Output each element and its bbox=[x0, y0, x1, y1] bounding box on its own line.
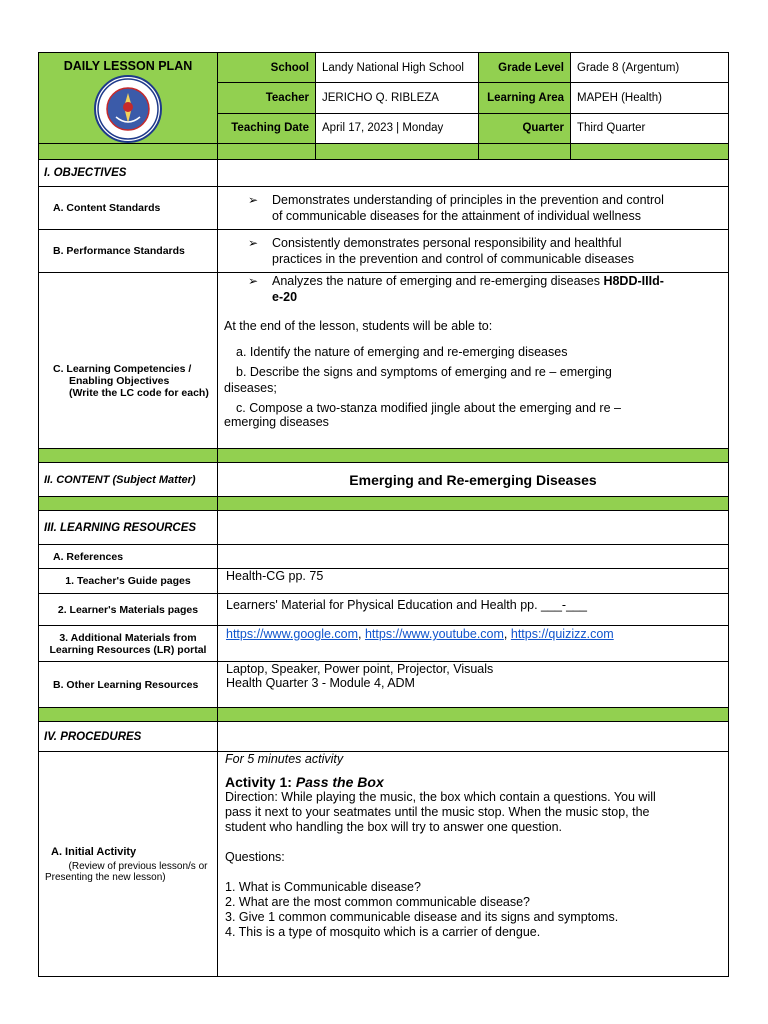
green-spacer-row bbox=[39, 144, 729, 160]
competencies-label: C. Learning Competencies / Enabling Objectives (Write the LC code for each) bbox=[39, 273, 218, 449]
objective-a: a. Identify the nature of emerging and re-emerging diseases bbox=[236, 345, 568, 359]
seal-icon bbox=[96, 77, 160, 141]
procedures-heading: IV. PROCEDURES bbox=[39, 722, 218, 752]
area-label: Learning Area bbox=[479, 83, 571, 113]
other-resources-value: Laptop, Speaker, Power point, Projector, Visuals Health Quarter 3 - Module 4, ADM bbox=[218, 662, 729, 708]
content-standards-label: A. Content Standards bbox=[39, 187, 218, 230]
learners-materials-label: 2. Learner's Materials pages bbox=[39, 594, 218, 626]
list-item: 4. This is a type of mosquito which is a carrier of dengue. bbox=[225, 925, 541, 939]
school-label: School bbox=[218, 53, 316, 83]
questions-label: Questions: bbox=[225, 850, 285, 864]
green-spacer-row bbox=[39, 497, 729, 511]
activity-duration: For 5 minutes activity bbox=[225, 752, 344, 766]
performance-standards-value: ➢ Consistently demonstrates personal responsibility and healthful practices in the prevention and control of communicable diseases bbox=[218, 230, 729, 273]
list-item: 3. Give 1 common communicable disease and its signs and symptoms. bbox=[225, 910, 619, 924]
youtube-link[interactable]: https://www.youtube.com bbox=[364, 627, 504, 641]
grade-value: Grade 8 (Argentum) bbox=[571, 53, 729, 83]
title-cell bbox=[39, 53, 218, 144]
quarter-value: Third Quarter bbox=[571, 113, 729, 143]
objectives-intro: At the end of the lesson, students will be able to: bbox=[224, 319, 493, 333]
area-value: MAPEH (Health) bbox=[571, 83, 729, 113]
teachers-guide-label: 1. Teacher's Guide pages bbox=[39, 569, 218, 594]
date-value: April 17, 2023 | Monday bbox=[316, 113, 479, 143]
arrow-bullet-icon: ➢ bbox=[248, 274, 259, 288]
objective-b: b. Describe the signs and symptoms of emerging and re – emerging bbox=[236, 365, 612, 379]
teacher-value: JERICHO Q. RIBLEZA bbox=[316, 83, 479, 113]
additional-materials-links: https://www.google.com, https://www.youtube.com, https://quizizz.com bbox=[218, 626, 729, 662]
grade-label: Grade Level bbox=[479, 53, 571, 83]
resources-heading: III. LEARNING RESOURCES bbox=[39, 511, 218, 545]
subject-matter: Emerging and Re-emerging Diseases bbox=[218, 463, 729, 497]
additional-materials-label: 3. Additional Materials from Learning Resources (LR) portal bbox=[39, 626, 218, 662]
objective-c: c. Compose a two-stanza modified jingle about the emerging and re – bbox=[236, 401, 621, 415]
lesson-plan bbox=[38, 52, 728, 977]
quizizz-link[interactable]: https://quizizz.com bbox=[510, 627, 614, 641]
performance-standards-label: B. Performance Standards bbox=[39, 230, 218, 273]
arrow-bullet-icon: ➢ bbox=[248, 193, 259, 207]
list-item: 1. What is Communicable disease? bbox=[225, 880, 421, 894]
google-link[interactable]: https://www.google.com bbox=[226, 627, 359, 641]
date-label: Teaching Date bbox=[218, 113, 316, 143]
school-value: Landy National High School bbox=[316, 53, 479, 83]
activity-direction: Direction: While playing the music, the box which contain a questions. You will pass it next to your seatmates until the music stop. When the music stop, the student who handling the box will try to answer one question. bbox=[225, 790, 656, 834]
teachers-guide-value: Health-CG pp. 75 bbox=[218, 569, 729, 594]
initial-activity-content bbox=[218, 752, 729, 977]
learners-materials-value: Learners' Material for Physical Education and Health pp. ___-___ bbox=[218, 594, 729, 626]
lesson-plan-table bbox=[38, 52, 729, 977]
green-spacer-row bbox=[39, 449, 729, 463]
competencies-value: ➢ Analyzes the nature of emerging and re-emerging diseases H8DD-IIId- e-20 At the end of the lesson, students will be able to: a. Identify the nature of emerging and re-emerging diseases b. Describe the signs and symptoms of emerging and re – emerging diseases; c. Compose a two-stanza modified jingle about the emerging and re – emerging diseases bbox=[218, 273, 729, 449]
deped-seal-logo bbox=[94, 75, 162, 143]
arrow-bullet-icon: ➢ bbox=[248, 236, 259, 250]
content-standards-value: ➢ Demonstrates understanding of principles in the prevention and control of communicable diseases for the attainment of individual wellness bbox=[218, 187, 729, 230]
teacher-label: Teacher bbox=[218, 83, 316, 113]
objectives-heading: I. OBJECTIVES bbox=[39, 160, 218, 187]
questions-list bbox=[225, 880, 720, 940]
activity-title: Activity 1: Pass the Box bbox=[225, 774, 384, 790]
references-label: A. References bbox=[39, 545, 218, 569]
content-heading: II. CONTENT (Subject Matter) bbox=[39, 463, 218, 497]
list-item: 2. What are the most common communicable disease? bbox=[225, 895, 530, 909]
green-spacer-row bbox=[39, 708, 729, 722]
initial-activity-label: A. Initial Activity (Review of previous lesson/s or Presenting the new lesson) bbox=[39, 752, 218, 977]
plan-title: DAILY LESSON PLAN bbox=[63, 59, 193, 73]
quarter-label: Quarter bbox=[479, 113, 571, 143]
other-resources-label: B. Other Learning Resources bbox=[39, 662, 218, 708]
